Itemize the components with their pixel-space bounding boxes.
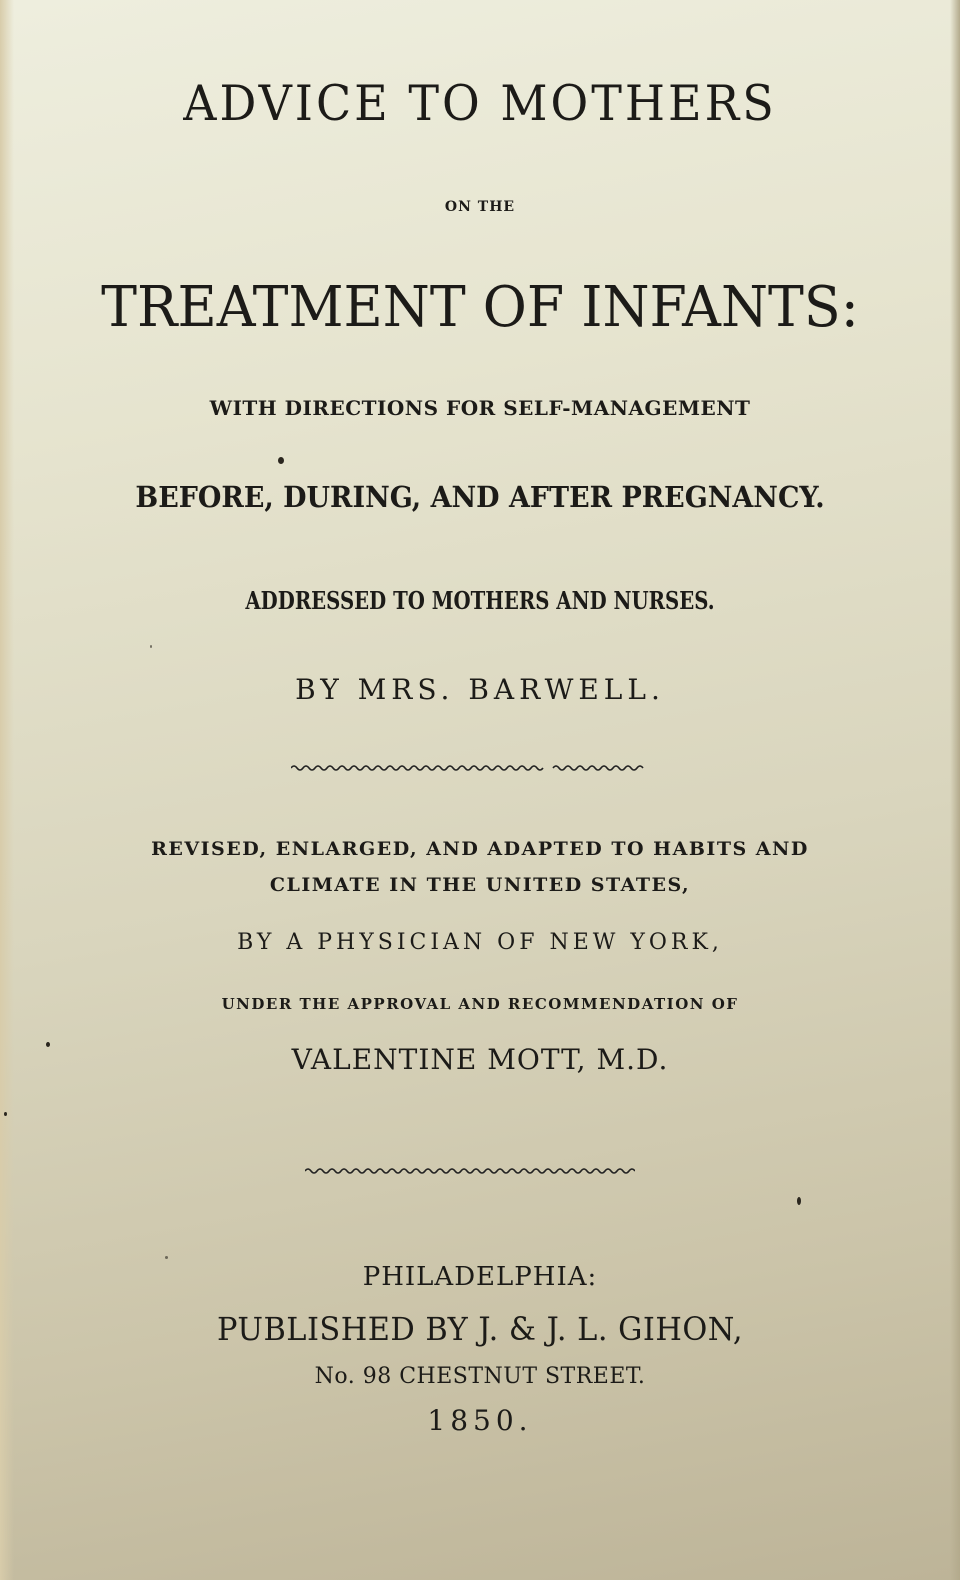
endorser-line: VALENTINE MOTT, M.D.	[291, 1043, 669, 1076]
ink-speck	[4, 1112, 7, 1116]
reviser-line: BY A PHYSICIAN OF NEW YORK,	[237, 930, 723, 955]
imprint-address: No. 98 CHESTNUT STREET.	[314, 1364, 646, 1389]
ink-speck	[150, 645, 152, 648]
audience-line: ADDRESSED TO MOTHERS AND NURSES.	[245, 586, 715, 615]
ink-speck	[46, 1042, 50, 1047]
author-line: BY MRS. BARWELL.	[295, 673, 665, 706]
ink-speck	[278, 457, 284, 464]
imprint-year: 1850.	[427, 1404, 533, 1437]
subtitle-line-2: BEFORE, DURING, AND AFTER PREGNANCY.	[135, 480, 825, 514]
ink-speck	[165, 1256, 168, 1259]
subtitle-line-1: WITH DIRECTIONS FOR SELF-MANAGEMENT	[209, 396, 751, 420]
approval-line: UNDER THE APPROVAL AND RECOMMENDATION OF	[221, 995, 739, 1013]
ink-speck	[797, 1197, 801, 1205]
wavy-rule-divider-lower	[305, 1167, 635, 1177]
imprint-city: PHILADELPHIA:	[362, 1262, 598, 1292]
subject-title: TREATMENT OF INFANTS:	[101, 275, 859, 340]
revision-line-2: CLIMATE IN THE UNITED STATES,	[269, 874, 691, 896]
main-title: ADVICE TO MOTHERS	[183, 74, 777, 132]
imprint-publisher: PUBLISHED BY J. & J. L. GIHON,	[216, 1310, 744, 1348]
page-edge-right	[950, 0, 960, 1580]
revision-line-1: REVISED, ENLARGED, AND ADAPTED TO HABITS AND	[151, 838, 809, 860]
page-edge-left	[0, 0, 14, 1580]
wavy-rule-divider	[291, 764, 648, 774]
title-connector: ON THE	[444, 199, 516, 215]
